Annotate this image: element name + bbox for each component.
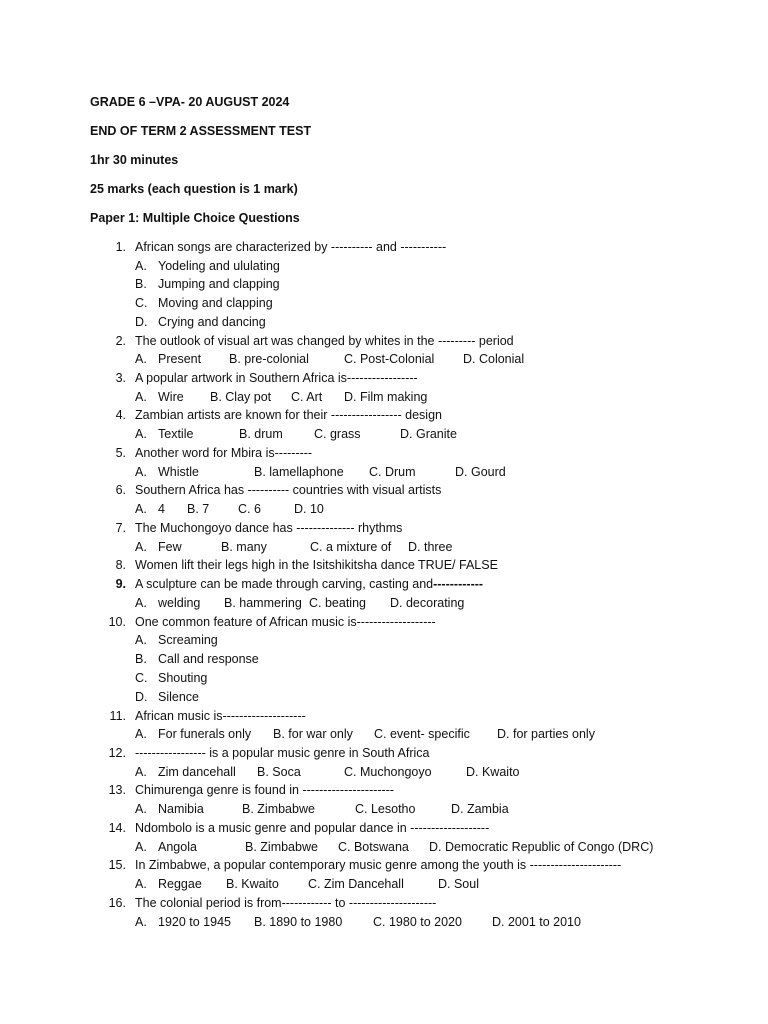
- answer-option[interactable]: Angola: [158, 840, 197, 854]
- answer-option[interactable]: C. beating: [309, 596, 366, 610]
- answer-option[interactable]: B. hammering: [224, 596, 302, 610]
- answer-option[interactable]: B. for war only: [273, 727, 353, 741]
- answer-option[interactable]: B. 1890 to 1980: [254, 915, 343, 929]
- answer-option[interactable]: B. pre-colonial: [229, 352, 309, 366]
- header-marks: 25 marks (each question is 1 mark): [90, 182, 298, 196]
- question-text: The colonial period is from------------ to ---------------------: [135, 896, 437, 910]
- question-number: 4.: [115, 408, 126, 422]
- question-number: 16.: [108, 896, 126, 910]
- option-letter: A.: [135, 352, 147, 366]
- answer-option[interactable]: C. Botswana: [338, 840, 409, 854]
- answer-option[interactable]: Jumping and clapping: [158, 277, 280, 291]
- answer-option[interactable]: D. Gourd: [455, 465, 506, 479]
- header-grade-date: GRADE 6 –VPA- 20 AUGUST 2024: [90, 95, 290, 109]
- answer-option[interactable]: B. lamellaphone: [254, 465, 344, 479]
- answer-option[interactable]: Shouting: [158, 671, 208, 685]
- option-letter: A.: [135, 427, 147, 441]
- question-number: 14.: [108, 821, 126, 835]
- answer-option[interactable]: Screaming: [158, 633, 218, 647]
- answer-option[interactable]: D. three: [408, 540, 453, 554]
- answer-option[interactable]: C. 6: [238, 502, 261, 516]
- answer-option[interactable]: D. Soul: [438, 877, 479, 891]
- option-letter: A.: [135, 877, 147, 891]
- answer-option[interactable]: D. Film making: [344, 390, 428, 404]
- answer-option[interactable]: Silence: [158, 690, 199, 704]
- answer-option[interactable]: B. Soca: [257, 765, 301, 779]
- option-letter: A.: [135, 915, 147, 929]
- question-text: Women lift their legs high in the Isitshikitsha dance TRUE/ FALSE: [135, 558, 498, 572]
- answer-option[interactable]: C. Art: [291, 390, 323, 404]
- question-number: 15.: [108, 858, 126, 872]
- answer-option[interactable]: Wire: [158, 390, 184, 404]
- answer-option[interactable]: D. Democratic Republic of Congo (DRC): [429, 840, 654, 854]
- answer-option[interactable]: C. Muchongoyo: [344, 765, 432, 779]
- answer-option[interactable]: Call and response: [158, 652, 259, 666]
- answer-option[interactable]: C. Post-Colonial: [344, 352, 435, 366]
- answer-option[interactable]: D. Colonial: [463, 352, 525, 366]
- question-number: 13.: [108, 783, 126, 797]
- question-blank: ------------: [433, 577, 484, 591]
- answer-option[interactable]: welding: [158, 596, 201, 610]
- option-letter: B.: [135, 277, 147, 291]
- option-letter: A.: [135, 840, 147, 854]
- question-number: 2.: [115, 334, 126, 348]
- question-text: African songs are characterized by ---------- and -----------: [135, 240, 447, 254]
- option-letter: A.: [135, 259, 147, 273]
- answer-option[interactable]: C. event- specific: [374, 727, 470, 741]
- question-number: 9.: [115, 577, 126, 591]
- question-text: Zambian artists are known for their ----------------- design: [135, 408, 442, 422]
- answer-option[interactable]: D. 10: [294, 502, 324, 516]
- header-duration: 1hr 30 minutes: [90, 153, 179, 167]
- answer-option[interactable]: Moving and clapping: [158, 296, 273, 310]
- answer-option[interactable]: Zim dancehall: [158, 765, 236, 779]
- answer-option[interactable]: C. grass: [314, 427, 361, 441]
- option-letter: A.: [135, 633, 147, 647]
- question-number: 12.: [108, 746, 126, 760]
- option-letter: B.: [135, 652, 147, 666]
- question-text: A sculpture can be made through carving, casting and------------: [135, 577, 484, 591]
- answer-option[interactable]: D. for parties only: [497, 727, 595, 741]
- question-number: 6.: [115, 483, 126, 497]
- answer-option[interactable]: D. Kwaito: [466, 765, 520, 779]
- option-letter: C.: [135, 296, 148, 310]
- question-text: Ndombolo is a music genre and popular dance in -------------------: [135, 821, 490, 835]
- option-letter: A.: [135, 765, 147, 779]
- question-text: Southern Africa has ---------- countries with visual artists: [135, 483, 442, 497]
- question-text: In Zimbabwe, a popular contemporary music genre among the youth is ----------------------: [135, 858, 622, 872]
- option-letter: A.: [135, 727, 147, 741]
- answer-option[interactable]: B. Kwaito: [226, 877, 279, 891]
- option-letter: A.: [135, 390, 147, 404]
- option-letter: A.: [135, 540, 147, 554]
- option-letter: A.: [135, 596, 147, 610]
- answer-option[interactable]: D. Zambia: [451, 802, 509, 816]
- question-text: The Muchongoyo dance has -------------- rhythms: [135, 521, 403, 535]
- question-text: One common feature of African music is-------------------: [135, 615, 436, 629]
- answer-option[interactable]: B. Zimbabwe: [242, 802, 315, 816]
- question-number: 3.: [115, 371, 126, 385]
- answer-option[interactable]: B. drum: [239, 427, 283, 441]
- option-letter: C.: [135, 671, 148, 685]
- option-letter: A.: [135, 502, 147, 516]
- question-text: Chimurenga genre is found in ----------------------: [135, 783, 395, 797]
- question-text: A popular artwork in Southern Africa is-----------------: [135, 371, 418, 385]
- answer-option[interactable]: 1920 to 1945: [158, 915, 231, 929]
- answer-option[interactable]: Namibia: [158, 802, 204, 816]
- answer-option[interactable]: Reggae: [158, 877, 202, 891]
- question-number: 8.: [115, 558, 126, 572]
- question-text: The outlook of visual art was changed by whites in the --------- period: [135, 334, 514, 348]
- option-letter: D.: [135, 315, 148, 329]
- question-text: Another word for Mbira is---------: [135, 446, 313, 460]
- header-paper: Paper 1: Multiple Choice Questions: [90, 211, 300, 225]
- answer-option[interactable]: Whistle: [158, 465, 199, 479]
- option-letter: A.: [135, 802, 147, 816]
- answer-option[interactable]: Few: [158, 540, 182, 554]
- question-number: 5.: [115, 446, 126, 460]
- answer-option[interactable]: Textile: [158, 427, 194, 441]
- answer-option[interactable]: B. Zimbabwe: [245, 840, 318, 854]
- answer-option[interactable]: 4: [158, 502, 165, 516]
- answer-option[interactable]: C. Zim Dancehall: [308, 877, 404, 891]
- answer-option[interactable]: D. 2001 to 2010: [492, 915, 581, 929]
- answer-option[interactable]: C. 1980 to 2020: [373, 915, 462, 929]
- header-test-title: END OF TERM 2 ASSESSMENT TEST: [90, 124, 312, 138]
- answer-option[interactable]: C. Lesotho: [355, 802, 416, 816]
- question-number: 1.: [115, 240, 126, 254]
- answer-option[interactable]: C. a mixture of: [310, 540, 392, 554]
- answer-option[interactable]: Present: [158, 352, 202, 366]
- answer-option[interactable]: For funerals only: [158, 727, 252, 741]
- answer-option[interactable]: B. 7: [187, 502, 210, 516]
- answer-option[interactable]: B. Clay pot: [210, 390, 272, 404]
- option-letter: D.: [135, 690, 148, 704]
- answer-option[interactable]: D. Granite: [400, 427, 457, 441]
- question-text: ----------------- is a popular music genre in South Africa: [135, 746, 430, 760]
- answer-option[interactable]: Yodeling and ululating: [158, 259, 280, 273]
- question-number: 10.: [108, 615, 126, 629]
- question-number: 7.: [115, 521, 126, 535]
- answer-option[interactable]: C. Drum: [369, 465, 416, 479]
- answer-option[interactable]: D. decorating: [390, 596, 465, 610]
- answer-option[interactable]: B. many: [221, 540, 267, 554]
- question-text: African music is--------------------: [135, 709, 306, 723]
- option-letter: A.: [135, 465, 147, 479]
- question-number: 11.: [109, 709, 126, 723]
- answer-option[interactable]: Crying and dancing: [158, 315, 266, 329]
